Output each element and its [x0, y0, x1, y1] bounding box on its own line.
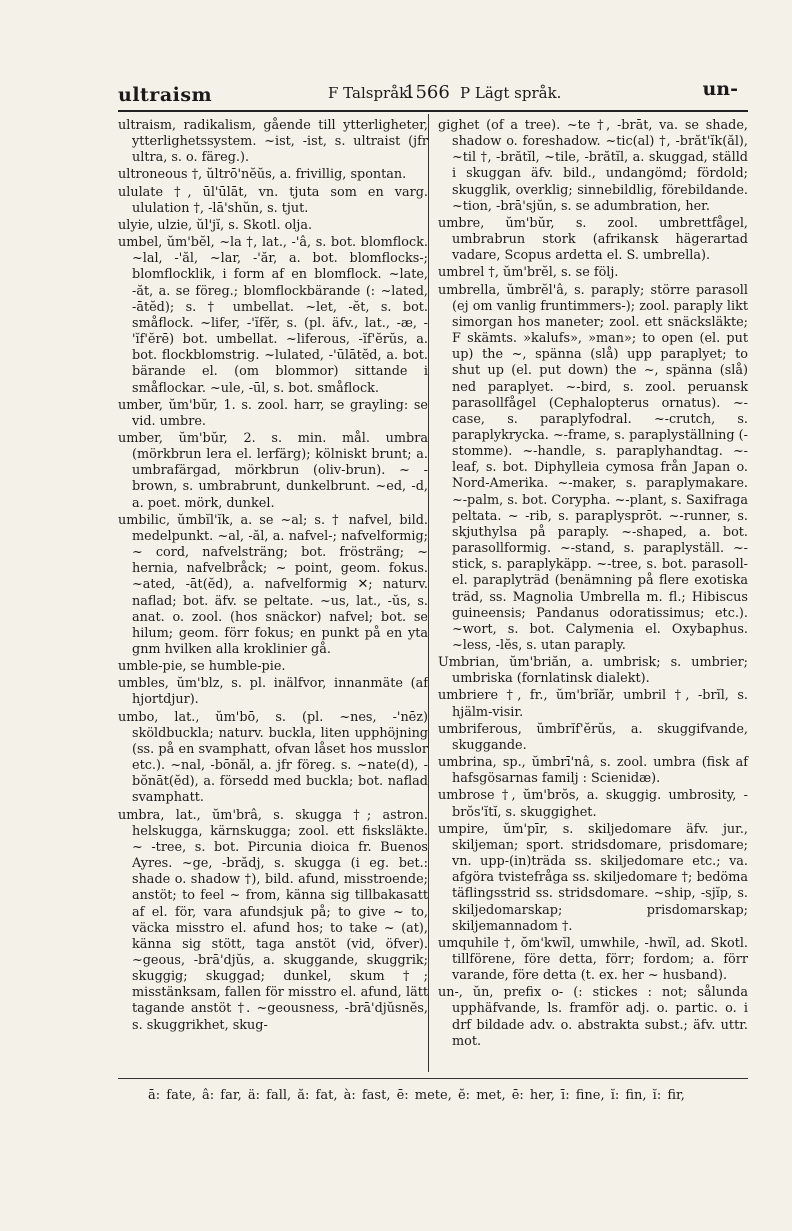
entry-umbrella: umbrella, ŭmbrĕl'â, s. paraply; större parasoll (ej om vanlig fruntimmers-); zool. paraply likt simorgan hos maneter; zool. ett snäcksläkte; F skämts. »kalufs», »man»; to open (el. put up) the ~, spänna (slå) upp paraplyet; to shut up (el. put down) the ~, spänna (slå) ned paraplyet. ~-bird, s. zool. peruansk parasollfågel (Cephalopterus ornatus). ~-case, s. paraplyfodral. ~-crutch, s. paraplykrycka. ~-frame, s. paraplyställning (-stomme). ~-handle, s. paraplyhandtag. ~-leaf, s. bot. Diphylleia cymosa från Japan o. Nord-Amerika. ~-maker, s. paraplymakare. ~-palm, s. bot. Corypha. ~-plant, s. Saxifraga peltata. ~ -rib, s. paraplysprōt. ~-runner, s. skjuthylsa på paraply. ~-shaped, a. bot. parasollformig. ~-stand, s. paraplyställ. ~-stick, s. paraplykäpp. ~-tree, s. bot. parasoll- el. paraplyträd (benämning på flere exotiska träd, ss. Magnolia Umbrella m. fl.; Hibiscus guineensis; Pandanus odoratissimus; etc.). ~wort, s. bot. Calymenia el. Oxybaphus. ~less, -lĕs, s. utan paraply. [438, 282, 748, 653]
pronunciation-key: ā: fate, â: far, ä: fall, ă: fat, à: fast, ē: mete, ĕ: met, ē: her, ī: fine, ĭ: fin, ĭ: fir, [148, 1088, 685, 1103]
entry-umbrina: umbrina, sp., ŭmbrī'nâ, s. zool. umbra (fisk af hafsgösarnas familj : Scienidæ). [438, 755, 748, 787]
page-header [118, 78, 738, 108]
entry-umquhile: umquhile †, ŏm'kwĭl, umwhile, -hwĭl, ad. Skotl. tillförene, före detta, förr; fordom; a. förr varande, före detta (t. ex. her ~ husband). [438, 935, 748, 984]
entry-umble-pie: umble-pie, se humble-pie. [118, 659, 286, 675]
lagt-sprak-label: P Lägt språk. [460, 84, 562, 102]
entry-ultraism: ultraism, radikalism, gående till ytterligheter, ytterlighetssystem. ~ist, -ist, s. ultraist (jfr ultra, s. o. färeg.). [118, 118, 428, 166]
left-guide-word: ultraism [118, 84, 213, 106]
entry-umbriere: umbriere †, fr., ŭm'brĭăr, umbril †, -brĭl, s. hjälm-visir. [438, 688, 748, 720]
column-divider [428, 114, 429, 1072]
right-guide-word: un- [702, 78, 738, 100]
entry-umbel: umbel, ŭm'bĕl, ~la †, lat., -'â, s. bot. blomflock. ~lal, -'ăl, ~lar, -'ăr, a. bot. blomflocks-; blomflocklik, i form af en blomflock. ~late, -ăt, a. se föreg.; blomflockbärande (: ~lated, -ātĕd); s. † umbellat. ~let, -ĕt, s. bot. småflock. ~lifer, -'ĭfĕr, s. (pl. äfv., lat., -æ, -'ĭf'ĕrē) bot. umbellat. ~liferous, -ĭf'ĕrŭs, a. bot. flockblomstrig. ~lulated, -'ūlātĕd, a. bot. bärande el. (om blommor) sittande i småflockar. ~ule, -ūl, s. bot. småflock. [118, 235, 428, 396]
entry-umber-2: umber, ŭm'bŭr, 2. s. min. mål. umbra (mörkbrun lera el. lerfärg); kölniskt brunt; a. umbrafärgad, mörkbrun (oliv-brun). ~ -brown, s. umbrabrunt, dunkelbrunt. ~ed, -d, a. poet. mörk, dunkel. [118, 430, 428, 511]
entry-ultroneous: ultroneous †, ŭltrō'nĕŭs, a. frivillig, spontan. [118, 167, 407, 183]
entry-umpire: umpire, ŭm'pīr, s. skiljedomare äfv. jur., skiljeman; sport. stridsdomare, prisdomare; vn. upp-(in)träda ss. skiljedomare etc.; va. afgöra tvistefråga ss. skiljedomare †; bedöma täflingsstrid ss. stridsdomare. ~ship, -sjĭp, s. skiljedomarskap; prisdomarskap; skiljemannadom †. [438, 821, 748, 934]
right-column [438, 118, 748, 1051]
header-rule [118, 110, 748, 112]
entry-umbilic: umbilic, ŭmbĭl'ĭk, a. se ~al; s. † nafvel, bild. medelpunkt. ~al, -ăl, a. nafvel-; nafvelformig; ~ cord, nafvelsträng; bot. frösträng; ~ hernia, nafvelbråck; ~ point, geom. fokus. ~ated, -āt(ĕd), a. nafvelformig ✕; naturv. naflad; bot. äfv. se peltate. ~us, lat., -ŭs, s. anat. o. zool. (hos snäckor) nafvel; bot. se hilum; geom. förr fokus; en punkt på en yta gnm hvilken alla kroklinier gå. [118, 512, 428, 657]
talsprak-label: F Talspråk. [328, 84, 414, 102]
entry-umbo: umbo, lat., ŭm'bō, s. (pl. ~nes, -'nēz) sköldbuckla; naturv. buckla, liten upphöjning (ss. på en svamphatt, ofvan låset hos musslor etc.). ~nal, -bōnăl, a. jfr föreg. s. ~nate(d), -bŏnāt(ĕd), a. försedd med buckla; bot. naflad svamphatt. [118, 709, 428, 806]
entry-umbrel: umbrel †, ŭm'brĕl, s. se följ. [438, 265, 619, 281]
entry-ululate: ululate †, ūl'ūlāt, vn. tjuta som en varg. ululation †, -lā'shŭn, s. tjut. [118, 184, 428, 216]
entry-un-prefix: un-, ŭn, prefix o- (: stickes : not; sålunda upphäfvande, ls. framför adj. o. partic. o. i drf bildade adv. o. abstrakta subst.; äfv. uttr. mot. [438, 985, 748, 1049]
entry-umber-1: umber, ŭm'bŭr, 1. s. zool. harr, se grayling: se vid. umbre. [118, 397, 428, 429]
left-column [118, 118, 428, 1035]
entry-umbrian: Umbrian, ŭm'briăn, a. umbrisk; s. umbrier; umbriska (fornlatinsk dialekt). [438, 655, 748, 687]
entry-umbra: umbra, lat., ŭm'brâ, s. skugga †; astron. helskugga, kärnskugga; zool. ett fisksläkte. ~ -tree, s. bot. Pircunia dioica fr. Buenos Ayres. ~ge, -brădj, s. skugga (i eg. bet.: shade o. shadow †), bild. afund, misstroende; anstöt; to feel ~ from, känna sig tillbakasatt af el. för, vara afundsjuk på; to give ~ to, väcka misstro el. afund hos; to take ~ (at), känna sig stött, taga anstöt (vid, öfver). ~geous, -brā'djŭs, a. skuggande, skuggrik; skuggig; skuggad; dunkel, skum †; misstänksam, fallen för misstro el. afund, lätt tagande anstöt †. ~geousness, -brā'djŭsnĕs, s. skuggrikhet, skug- [118, 807, 428, 1033]
entry-ulyie: ulyie, ulzie, ŭl'jĭ, s. Skotl. olja. [118, 217, 313, 233]
entry-umbrose: umbrose †, ŭm'brŏs, a. skuggig. umbrosity, -brŏs'ĭtĭ, s. skuggighet. [438, 788, 748, 820]
entry-umbra-continued: gighet (of a tree). ~te †, -brāt, va. se shade, shadow o. foreshadow. ~tic(al) †, -brăt'ĭk(ăl), ~til †, -brătĭl, ~tile, -brătĭl, a. skuggad, ställd i skuggan äfv. bild., undangömd; fördold; skugglik, overklig; sinnebildlig, förebildande. ~tion, -brā'sjŭn, s. se adumbration, her. [438, 118, 748, 214]
footer-rule [118, 1078, 748, 1079]
page-number: 1566 [404, 82, 450, 103]
entry-umbre: umbre, ŭm'bŭr, s. zool. umbrettfågel, umbrabrun stork (afrikansk hägerartad vadare, Scopus ardetta el. S. umbrella). [438, 215, 748, 264]
entry-umbriferous: umbriferous, ŭmbrĭf'ĕrŭs, a. skuggifvande, skuggande. [438, 721, 748, 753]
entry-umbles: umbles, ŭm'blz, s. pl. inälfvor, innanmäte (af hjortdjur). [118, 676, 428, 708]
